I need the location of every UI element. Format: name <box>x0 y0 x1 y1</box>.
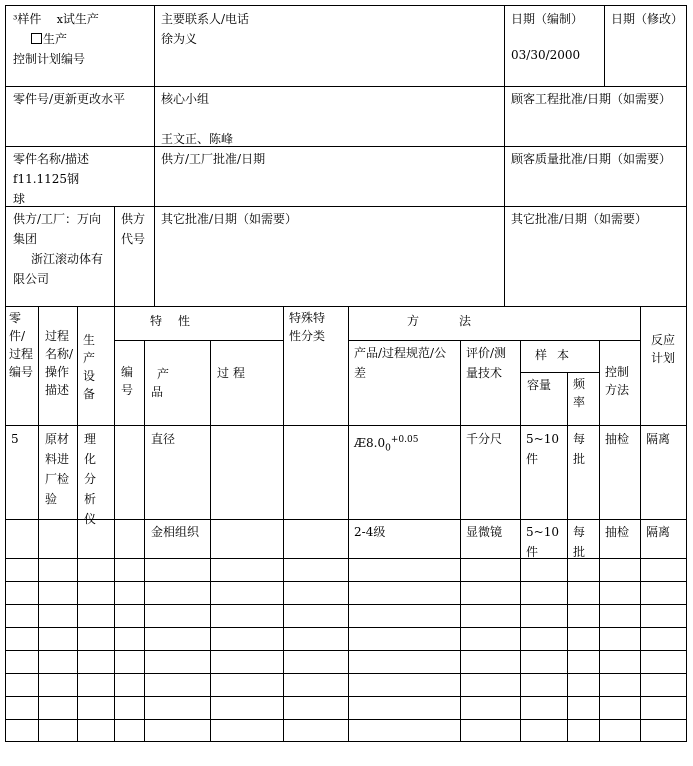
divider <box>144 340 145 742</box>
row2-control-method: 抽检 <box>605 525 630 539</box>
row2-reaction-plan: 隔离 <box>646 525 671 539</box>
divider <box>640 306 641 742</box>
row1-spec-lower: 0 <box>385 443 391 454</box>
date-original-value: 03/30/2000 <box>511 48 581 62</box>
divider <box>5 86 687 87</box>
border-bottom <box>5 741 687 742</box>
col-frequency: 频率 <box>573 377 586 409</box>
main-contact-label: 主要联系人/电话 <box>161 12 250 26</box>
supplier-code-label: 供方代号 <box>121 212 146 246</box>
part-name-value: f11.1125钢球 <box>13 172 80 206</box>
divider <box>5 146 687 147</box>
supplier-plant-approval-label: 供方/工厂批准/日期 <box>161 152 266 166</box>
border-left <box>5 5 6 742</box>
core-team-value: 王文正、陈峰 <box>161 132 234 146</box>
prototype-option: 样件 <box>17 12 42 26</box>
border-top <box>5 5 687 6</box>
row1-spec-upper: +0.05 <box>390 435 419 445</box>
divider <box>5 650 687 651</box>
border-right <box>686 5 687 742</box>
col-product: 产品 <box>151 367 170 399</box>
divider <box>5 719 687 720</box>
divider <box>604 5 605 87</box>
supplier-label <box>13 209 113 249</box>
col-part-process-no: 零件/过程编号 <box>9 311 34 379</box>
col-spec: 产品/过程规范/公差 <box>354 346 447 380</box>
trial-mark: x <box>56 13 63 26</box>
col-methods: 方法 <box>407 314 512 328</box>
other-approval-label-2: 其它批准/日期（如需要） <box>511 212 648 226</box>
col-number: 编号 <box>121 365 134 397</box>
divider <box>5 206 687 207</box>
divider <box>77 306 78 742</box>
production-option <box>31 29 67 49</box>
divider <box>154 5 155 307</box>
col-machine: 生产设备 <box>83 333 96 401</box>
row1-process-name: 原材料进厂检验 <box>45 432 70 506</box>
divider <box>348 306 349 742</box>
divider <box>599 340 600 742</box>
supplier-group: 万向集团 <box>13 212 102 246</box>
divider <box>5 519 687 520</box>
divider <box>5 306 687 307</box>
divider <box>567 372 568 742</box>
row1-eval: 千分尺 <box>466 432 503 446</box>
customer-quality-approval-label: 顾客质量批准/日期（如需要） <box>511 152 672 166</box>
col-special-char: 特殊特性分类 <box>289 311 326 343</box>
production-checkbox <box>31 33 42 44</box>
divider <box>114 206 115 307</box>
prototype-mark: ³ <box>13 13 18 26</box>
row2-product: 金相组织 <box>151 525 200 539</box>
divider <box>114 306 115 742</box>
row1-spec <box>354 433 418 453</box>
customer-engineering-approval-label: 顾客工程批准/日期（如需要） <box>511 92 672 106</box>
divider <box>5 604 687 605</box>
divider <box>5 696 687 697</box>
row1-control-method: 抽检 <box>605 432 630 446</box>
divider <box>283 306 284 742</box>
supplier-label-text: 供方/工厂： <box>13 212 78 226</box>
col-reaction-plan: 反应计划 <box>651 333 676 365</box>
divider <box>5 425 687 426</box>
col-process: 过程 <box>217 366 250 380</box>
row1-frequency: 每批 <box>573 432 586 466</box>
main-contact-value: 徐为义 <box>161 32 198 46</box>
control-plan-number-label: 控制计划编号 <box>13 52 86 66</box>
divider <box>114 340 284 341</box>
date-revised-label: 日期（修改） <box>611 12 684 26</box>
col-size: 容量 <box>527 378 552 392</box>
row2-eval: 显微镜 <box>466 525 503 539</box>
col-eval: 评价/测量技术 <box>466 346 507 380</box>
col-control-method: 控制方法 <box>605 365 630 397</box>
part-name-label: 零件名称/描述 <box>13 152 90 166</box>
row1-size: 5~10件 <box>526 432 559 466</box>
row1-machine: 理化分析仪 <box>84 432 97 526</box>
row2-size: 5~10件 <box>526 525 559 559</box>
col-process-name: 过程名称/操作描述 <box>45 329 74 397</box>
divider <box>504 5 505 307</box>
row1-reaction-plan: 隔离 <box>646 432 671 446</box>
divider <box>5 673 687 674</box>
core-team-label: 核心小组 <box>161 92 210 106</box>
divider <box>520 372 600 373</box>
production-option-label: 生产 <box>43 32 68 46</box>
divider <box>348 340 641 341</box>
row1-spec-value: Æ8.0 <box>354 436 386 450</box>
plan-type <box>13 9 153 30</box>
divider <box>460 340 461 742</box>
row1-product: 直径 <box>151 432 176 446</box>
divider <box>38 306 39 742</box>
divider <box>210 340 211 742</box>
trial-production-option: 试生产 <box>62 12 99 26</box>
supplier-company: 浙江滚动体有限公司 <box>13 252 104 286</box>
date-original-label: 日期（编制） <box>511 12 584 26</box>
row2-frequency: 每批 <box>573 525 586 559</box>
divider <box>5 581 687 582</box>
other-approval-label: 其它批准/日期（如需要） <box>161 212 298 226</box>
row2-spec: 2-4级 <box>354 525 386 539</box>
col-sample: 样本 <box>535 348 580 362</box>
row1-part-process-no: 5 <box>11 432 19 446</box>
control-plan-form <box>5 5 687 742</box>
col-characteristics: 特性 <box>150 314 207 328</box>
divider <box>5 627 687 628</box>
part-number-label: 零件号/更新更改水平 <box>13 92 126 106</box>
divider <box>520 340 521 742</box>
